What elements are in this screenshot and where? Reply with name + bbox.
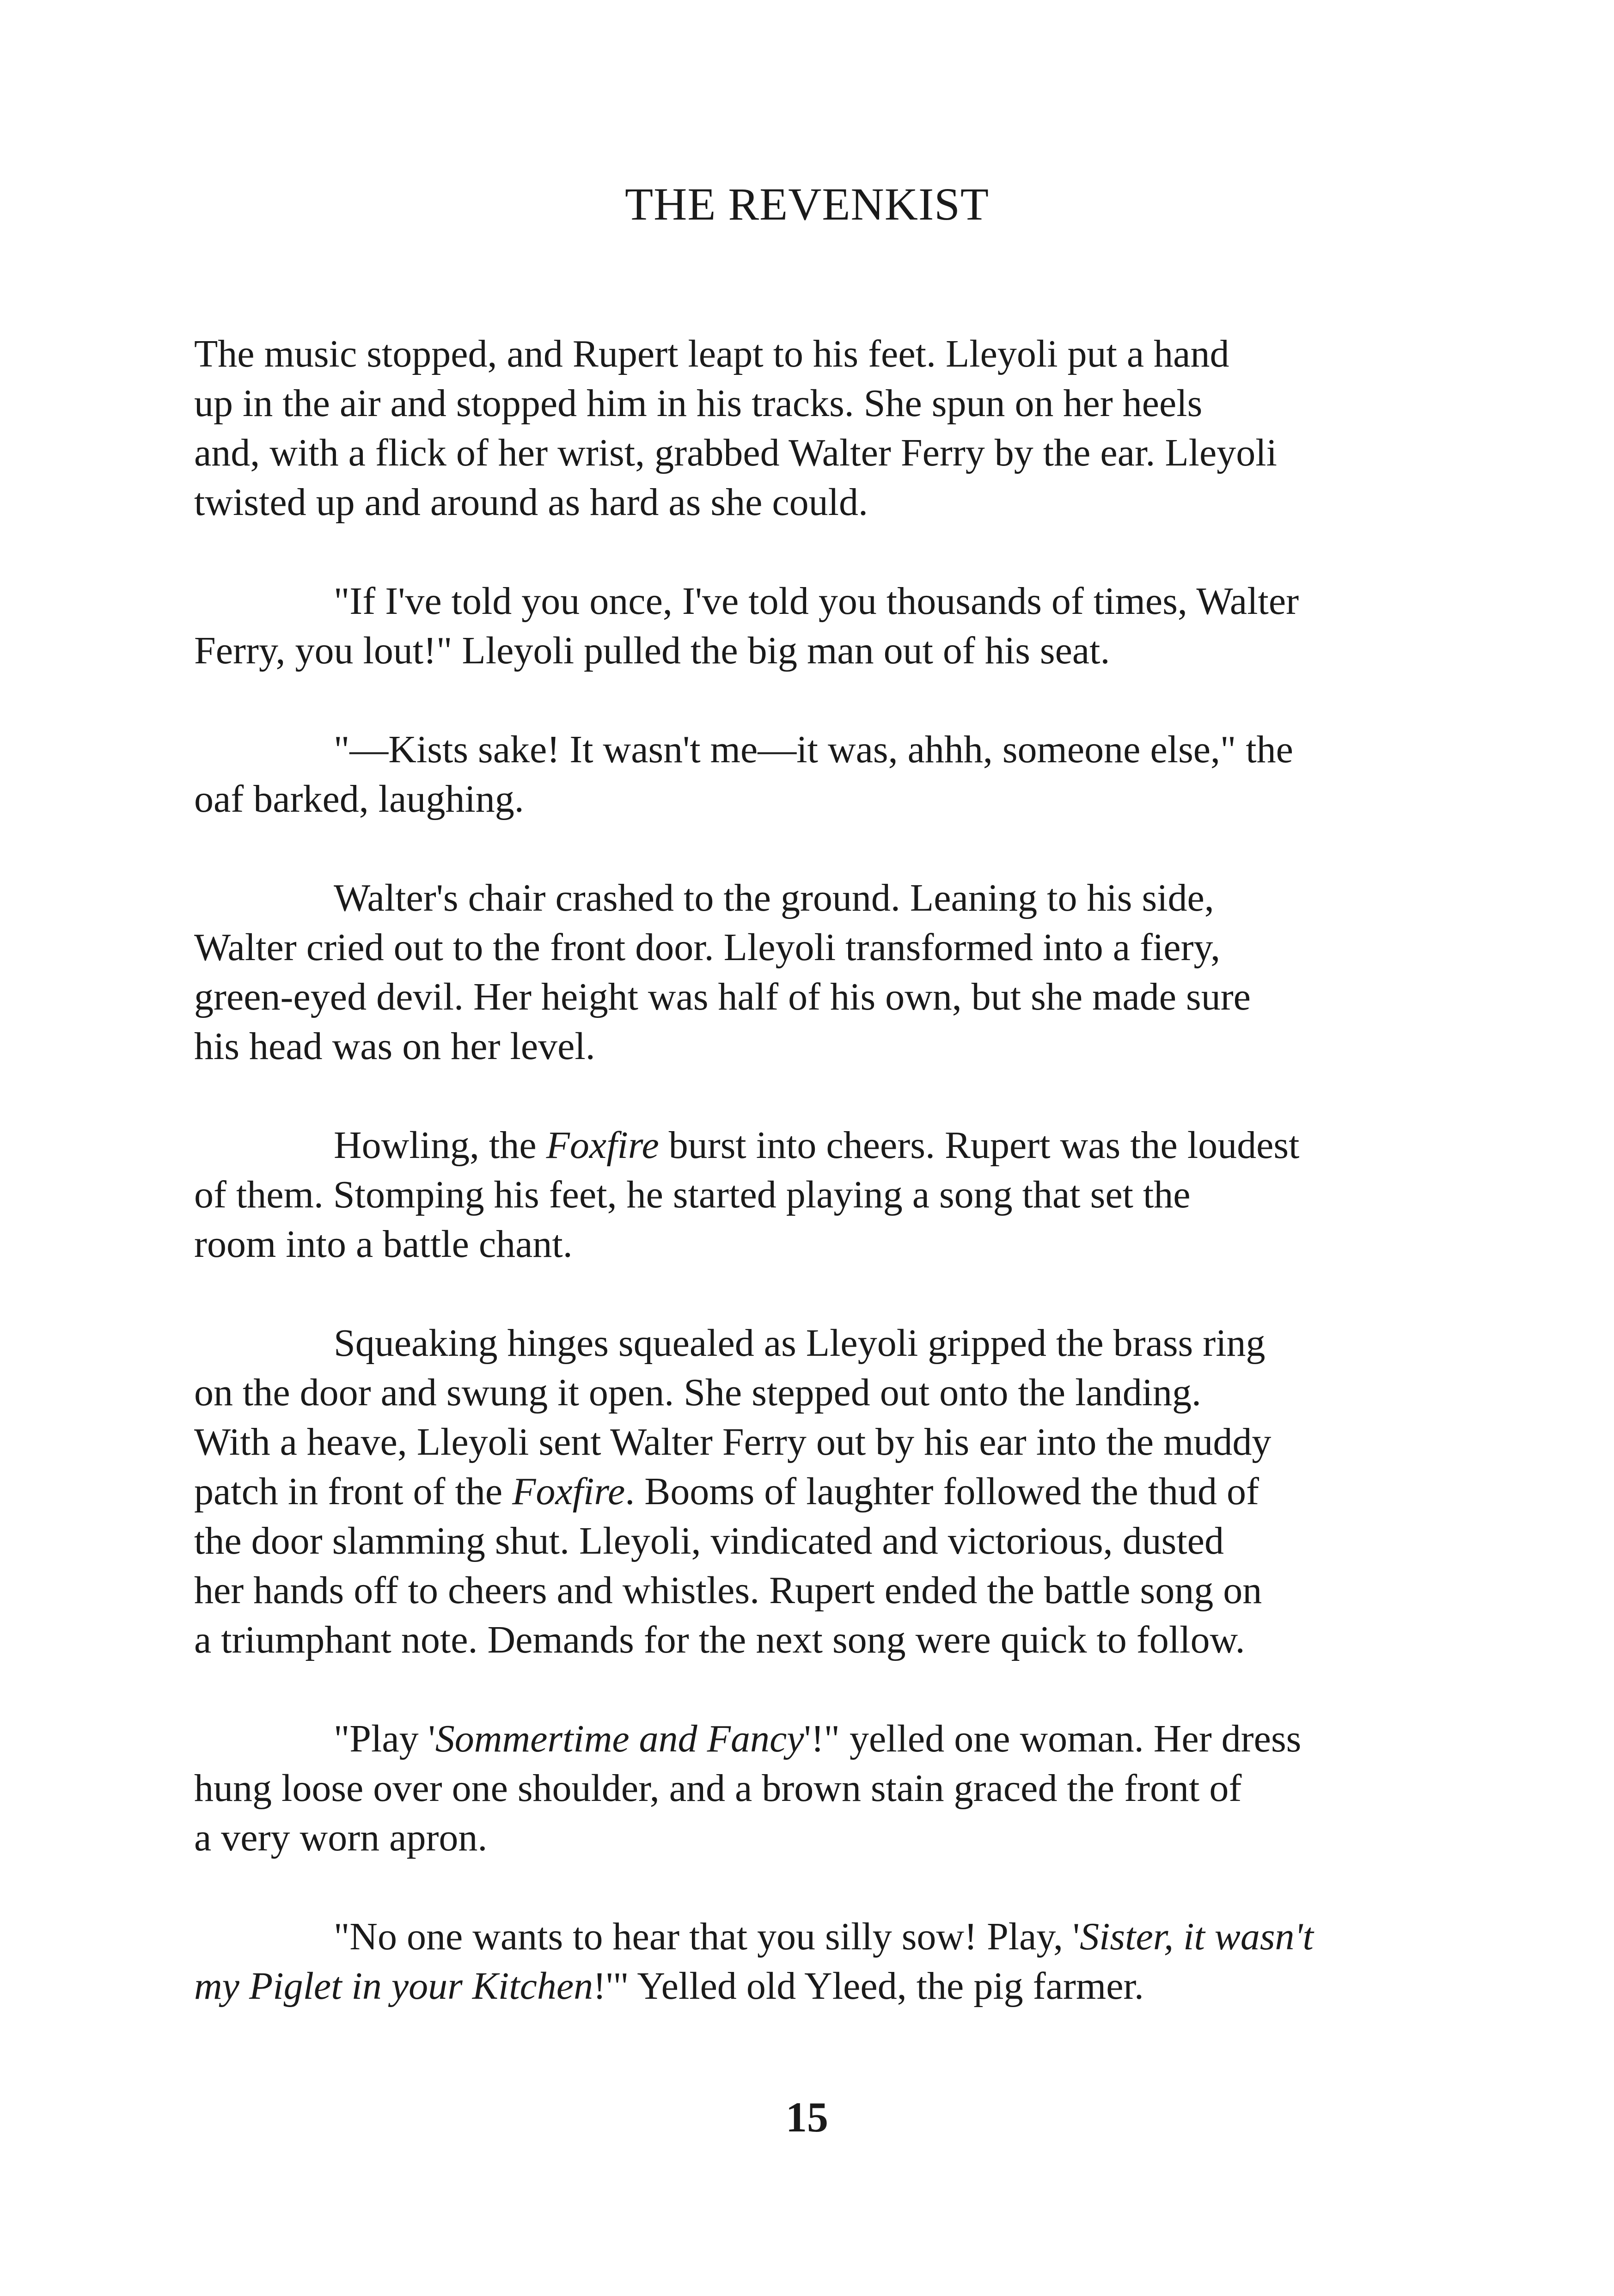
paragraph bbox=[194, 1912, 1437, 2011]
text-line: the door slamming shut. Lleyoli, vindicated and victorious, dusted bbox=[194, 1519, 1224, 1562]
text-line: oaf barked, laughing. bbox=[194, 778, 524, 820]
text-line: The music stopped, and Rupert leapt to his feet. Lleyoli put a hand bbox=[194, 332, 1229, 375]
text-line: "If I've told you once, I've told you thousands of times, Walter bbox=[334, 580, 1299, 623]
text-line: Walter's chair crashed to the ground. Leaning to his side, bbox=[334, 876, 1214, 919]
page-number: 15 bbox=[786, 2094, 828, 2141]
text-line: my Piglet in your Kitchen!'" Yelled old Yleed, the pig farmer. bbox=[194, 1965, 1144, 2008]
paragraph bbox=[194, 1714, 1437, 1862]
text-line: and, with a flick of her wrist, grabbed Walter Ferry by the ear. Lleyoli bbox=[194, 431, 1277, 474]
text-line: "No one wants to hear that you silly sow! Play, 'Sister, it wasn't bbox=[334, 1915, 1314, 1958]
text-line: Walter cried out to the front door. Lleyoli transformed into a fiery, bbox=[194, 926, 1221, 969]
running-head-title: THE REVENKIST bbox=[625, 178, 989, 230]
text-line: a triumphant note. Demands for the next song were quick to follow. bbox=[194, 1618, 1245, 1661]
paragraph bbox=[194, 725, 1437, 824]
text-line: his head was on her level. bbox=[194, 1025, 595, 1068]
text-line: "—Kists sake! It wasn't me—it was, ahhh, someone else," the bbox=[334, 728, 1293, 771]
body-text bbox=[194, 329, 1437, 2060]
text-line: her hands off to cheers and whistles. Rupert ended the battle song on bbox=[194, 1569, 1262, 1612]
text-line: "Play 'Sommertime and Fancy'!" yelled one woman. Her dress bbox=[334, 1717, 1302, 1760]
paragraph bbox=[194, 576, 1437, 675]
paragraph bbox=[194, 329, 1437, 527]
text-line: hung loose over one shoulder, and a brown stain graced the front of bbox=[194, 1767, 1242, 1810]
text-line: patch in front of the Foxfire. Booms of laughter followed the thud of bbox=[194, 1470, 1259, 1513]
paragraph bbox=[194, 1318, 1437, 1665]
text-line: twisted up and around as hard as she could. bbox=[194, 481, 868, 524]
text-line: room into a battle chant. bbox=[194, 1223, 573, 1266]
text-line: of them. Stomping his feet, he started playing a song that set the bbox=[194, 1173, 1191, 1216]
paragraph bbox=[194, 873, 1437, 1071]
paragraph bbox=[194, 1120, 1437, 1269]
text-line: With a heave, Lleyoli sent Walter Ferry out by his ear into the muddy bbox=[194, 1420, 1272, 1463]
text-line: green-eyed devil. Her height was half of his own, but she made sure bbox=[194, 975, 1251, 1018]
text-line: Howling, the Foxfire burst into cheers. Rupert was the loudest bbox=[334, 1124, 1300, 1167]
text-line: Squeaking hinges squealed as Lleyoli gripped the brass ring bbox=[334, 1322, 1266, 1365]
text-line: up in the air and stopped him in his tracks. She spun on her heels bbox=[194, 382, 1203, 425]
text-line: on the door and swung it open. She stepped out onto the landing. bbox=[194, 1371, 1202, 1414]
text-line: a very worn apron. bbox=[194, 1816, 488, 1859]
text-line: Ferry, you lout!" Lleyoli pulled the big man out of his seat. bbox=[194, 629, 1110, 672]
